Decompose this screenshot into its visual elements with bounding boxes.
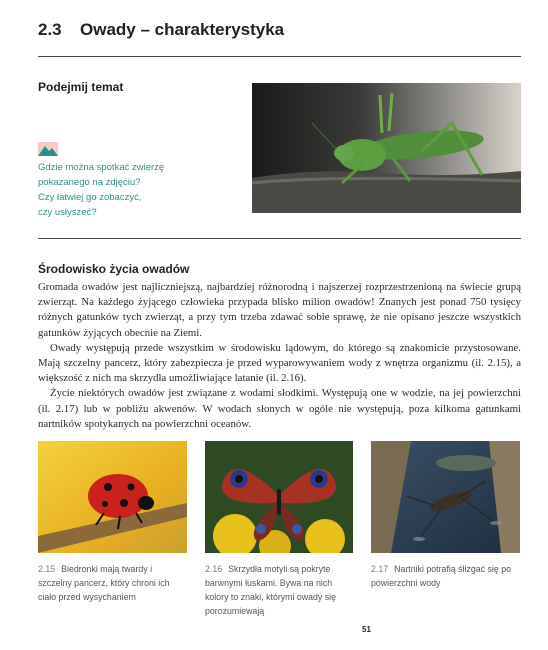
- topic-question-line: czy usłyszeć?: [38, 207, 97, 218]
- topic-question-line: pokazanego na zdjęciu?: [38, 177, 141, 188]
- body-paragraph: Życie niektórych owadów jest związane z wodami słodkimi. Występują one w wodzie, na jej powierzchni (il. 2.17) lub w pobliżu akwenów. W wodach słonych w ogóle nie występują, poza kilkoma gatunkami nartników spotykanych na powierzchni oceanów.: [38, 387, 521, 430]
- topic-heading: Podejmij temat: [38, 80, 124, 94]
- body-paragraph: Gromada owadów jest najliczniejszą, najbardziej różnorodną i najszerzej rozprzestrzenioną na świecie grupą zwierząt. Na każdego żyjącego człowieka przypada blisko milion owadów! Znanych jest ponad 750 tysięcy różnych gatunków tych zwierząt, a przy tym trzeba zdawać sobie sprawę, że nie opisano jeszcze wszystkich gatunków żyjących obecnie na Ziemi.: [38, 281, 521, 339]
- page-number: 51: [362, 625, 371, 634]
- butterfly-photo: [205, 441, 353, 553]
- caption-text: Biedronki mają twardy i szczelny pancerz, który chroni ich ciało przed wysychaniem: [38, 564, 170, 602]
- mountain-icon: [38, 142, 58, 156]
- header-rule: [38, 56, 521, 57]
- habitat-heading: Środowisko życia owadów: [38, 262, 190, 276]
- caption-text: Skrzydła motyli są pokryte barwnymi łuskami. Bywa na nich kolory to znaki, którymi owady się porozumiewają: [205, 564, 337, 616]
- section-title: Owady – charakterystyka: [80, 20, 285, 39]
- body-text: [38, 280, 521, 432]
- caption-215: [38, 562, 188, 604]
- topic-question-line: Gdzie można spotkać zwierzę: [38, 162, 165, 173]
- water-strider-photo: [371, 441, 520, 553]
- caption-number: 2.17: [371, 564, 389, 574]
- grasshopper-photo: [252, 83, 521, 213]
- section-rule: [38, 238, 521, 239]
- caption-216: [205, 562, 355, 618]
- caption-number: 2.16: [205, 564, 223, 574]
- body-paragraph: Owady występują przede wszystkim w środowisku lądowym, do którego są znakomicie przystosowane. Mają szczelny pancerz, który zabezpiecza je przed wyparowywaniem wody z wnętrza organizmu (il. 2.15), a większość z nich ma skrzydła umożliwiające latanie (il. 2.16).: [38, 341, 521, 385]
- ladybird-photo: [38, 441, 187, 553]
- caption-text: Nartniki potrafią ślizgać się po powierzchni wody: [371, 564, 511, 588]
- caption-number: 2.15: [38, 564, 56, 574]
- topic-question-line: Czy łatwiej go zobaczyć,: [38, 192, 142, 203]
- topic-questions: [38, 160, 178, 220]
- caption-217: [371, 562, 521, 590]
- section-number: 2.3: [38, 20, 62, 39]
